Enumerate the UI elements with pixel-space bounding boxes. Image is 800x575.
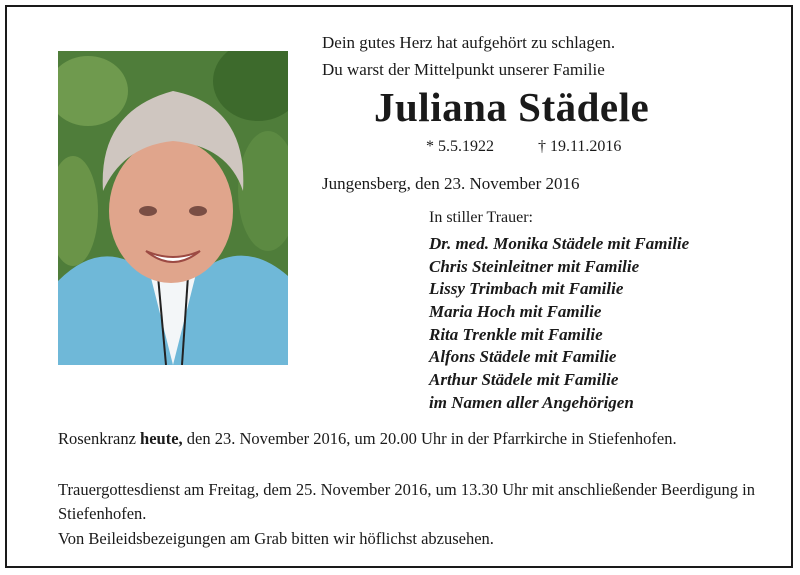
mourner-name: Arthur Städele mit Familie [429, 370, 619, 390]
mourner-name: Chris Steinleitner mit Familie [429, 256, 640, 276]
intro-line-1: Dein gutes Herz hat aufgehört zu schlagen. [322, 33, 616, 52]
mourner-name: Rita Trenkle mit Familie [429, 324, 603, 344]
birth-date: * 5.5.1922 [426, 138, 494, 155]
mourner-name: Lissy Trimbach mit Familie [429, 279, 624, 299]
funeral-notice: Trauergottesdienst am Freitag, dem 25. November 2016, um 13.30 Uhr mit anschließender Beerdigung in Stiefenhofen. [58, 480, 755, 523]
rosary-today: heute, [140, 429, 183, 448]
death-date: † 19.11.2016 [538, 138, 622, 155]
rosary-notice [58, 427, 758, 451]
mourner-name: Dr. med. Monika Städele mit Familie [429, 234, 690, 253]
deceased-name: Juliana Städele [374, 84, 650, 130]
place-date: Jungensberg, den 23. November 2016 [322, 174, 580, 193]
mourner-name: Maria Hoch mit Familie [429, 302, 602, 322]
mourners-list [429, 233, 689, 415]
rosary-details: den 23. November 2016, um 20.00 Uhr in der Pfarrkirche in Stiefenhofen. [182, 429, 677, 448]
mourning-heading: In stiller Trauer: [429, 209, 533, 226]
mourner-name: Alfons Städele mit Familie [429, 347, 617, 367]
portrait-photo [58, 51, 288, 365]
mourner-name: im Namen aller Angehörigen [429, 392, 634, 412]
condolences-notice: Von Beileidsbezeigungen am Grab bitten wir höflichst abzusehen. [58, 529, 494, 548]
rosary-prefix: Rosenkranz [58, 429, 141, 448]
intro-line-2: Du warst der Mittelpunkt unserer Familie [322, 60, 605, 79]
